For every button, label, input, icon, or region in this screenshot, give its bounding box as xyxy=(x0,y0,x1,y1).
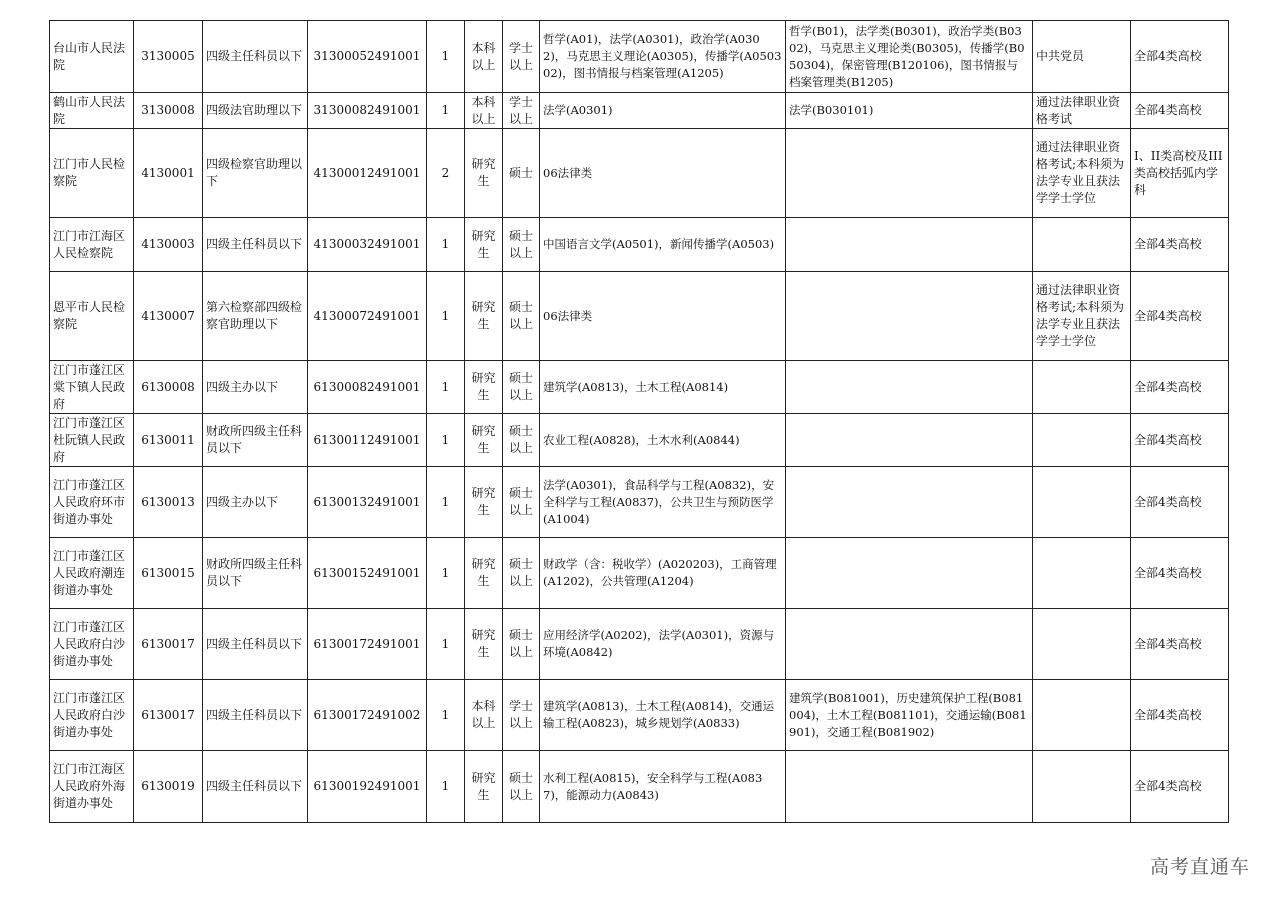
position-code-cell: 31300082491001 xyxy=(308,93,427,129)
position-code-cell: 41300012491001 xyxy=(308,129,427,218)
graduate-major-cell: 建筑学(A0813)，土木工程(A0814) xyxy=(540,361,786,414)
hire-count-cell: 1 xyxy=(427,609,465,680)
job-table xyxy=(49,20,1229,823)
education-cell: 研究生 xyxy=(465,751,503,823)
table-row xyxy=(50,272,1229,361)
hire-count-cell: 2 xyxy=(427,129,465,218)
education-cell: 研究生 xyxy=(465,129,503,218)
hire-count-cell: 1 xyxy=(427,361,465,414)
hire-count-cell: 1 xyxy=(427,751,465,823)
school-category-cell: 全部4类高校 xyxy=(1131,680,1229,751)
education-cell: 研究生 xyxy=(465,467,503,538)
education-cell: 研究生 xyxy=(465,414,503,467)
position-code-cell: 61300112491001 xyxy=(308,414,427,467)
degree-cell: 学士以上 xyxy=(503,21,540,93)
position-name-cell: 四级主任科员以下 xyxy=(203,751,308,823)
dept-code-cell: 6130008 xyxy=(134,361,203,414)
table-row xyxy=(50,680,1229,751)
school-category-cell: 全部4类高校 xyxy=(1131,272,1229,361)
unit-name-cell: 江门市蓬江区人民政府环市街道办事处 xyxy=(50,467,134,538)
education-cell: 研究生 xyxy=(465,609,503,680)
position-name-cell: 第六检察部四级检察官助理以下 xyxy=(203,272,308,361)
dept-code-cell: 4130001 xyxy=(134,129,203,218)
watermark-text: 高考直通车 xyxy=(1149,856,1250,878)
undergraduate-major-cell: 法学(B030101) xyxy=(786,93,1033,129)
school-category-cell: 全部4类高校 xyxy=(1131,93,1229,129)
table-row xyxy=(50,414,1229,467)
undergraduate-major-cell xyxy=(786,609,1033,680)
unit-name-cell: 江门市蓬江区棠下镇人民政府 xyxy=(50,361,134,414)
education-cell: 研究生 xyxy=(465,218,503,272)
degree-cell: 硕士以上 xyxy=(503,609,540,680)
graduate-major-cell: 建筑学(A0813)，土木工程(A0814)，交通运输工程(A0823)，城乡规划学(A0833) xyxy=(540,680,786,751)
table-row xyxy=(50,21,1229,93)
graduate-major-cell: 中国语言文学(A0501)，新闻传播学(A0503) xyxy=(540,218,786,272)
position-code-cell: 61300172491002 xyxy=(308,680,427,751)
degree-cell: 硕士以上 xyxy=(503,218,540,272)
other-requirement-cell xyxy=(1033,538,1131,609)
undergraduate-major-cell xyxy=(786,361,1033,414)
position-name-cell: 四级主任科员以下 xyxy=(203,21,308,93)
graduate-major-cell: 法学(A0301)，食品科学与工程(A0832)，安全科学与工程(A0837)，公共卫生与预防医学(A1004) xyxy=(540,467,786,538)
education-cell: 本科以上 xyxy=(465,680,503,751)
hire-count-cell: 1 xyxy=(427,272,465,361)
undergraduate-major-cell: 哲学(B01)，法学类(B0301)，政治学类(B0302)，马克思主义理论类(B0305)，传播学(B050304)，保密管理(B120106)，图书情报与档案管理类(B1205) xyxy=(786,21,1033,93)
table-row xyxy=(50,361,1229,414)
other-requirement-cell: 通过法律职业资格考试;本科须为法学专业且获法学学士学位 xyxy=(1033,272,1131,361)
dept-code-cell: 3130005 xyxy=(134,21,203,93)
position-name-cell: 四级主任科员以下 xyxy=(203,218,308,272)
position-name-cell: 四级检察官助理以下 xyxy=(203,129,308,218)
position-code-cell: 61300152491001 xyxy=(308,538,427,609)
undergraduate-major-cell: 建筑学(B081001)，历史建筑保护工程(B081004)，土木工程(B081101)，交通运输(B081901)，交通工程(B081902) xyxy=(786,680,1033,751)
school-category-cell: 全部4类高校 xyxy=(1131,21,1229,93)
degree-cell: 硕士以上 xyxy=(503,361,540,414)
hire-count-cell: 1 xyxy=(427,467,465,538)
degree-cell: 硕士以上 xyxy=(503,272,540,361)
undergraduate-major-cell xyxy=(786,538,1033,609)
school-category-cell: 全部4类高校 xyxy=(1131,467,1229,538)
school-category-cell: 全部4类高校 xyxy=(1131,609,1229,680)
other-requirement-cell xyxy=(1033,467,1131,538)
dept-code-cell: 4130007 xyxy=(134,272,203,361)
position-code-cell: 41300032491001 xyxy=(308,218,427,272)
undergraduate-major-cell xyxy=(786,414,1033,467)
dept-code-cell: 6130013 xyxy=(134,467,203,538)
graduate-major-cell: 哲学(A01)，法学(A0301)，政治学(A0302)，马克思主义理论(A0305)，传播学(A050302)，图书情报与档案管理(A1205) xyxy=(540,21,786,93)
position-name-cell: 四级法官助理以下 xyxy=(203,93,308,129)
dept-code-cell: 6130017 xyxy=(134,609,203,680)
school-category-cell: 全部4类高校 xyxy=(1131,538,1229,609)
dept-code-cell: 6130015 xyxy=(134,538,203,609)
dept-code-cell: 6130011 xyxy=(134,414,203,467)
unit-name-cell: 江门市蓬江区人民政府白沙街道办事处 xyxy=(50,680,134,751)
position-code-cell: 61300172491001 xyxy=(308,609,427,680)
dept-code-cell: 3130008 xyxy=(134,93,203,129)
position-name-cell: 四级主任科员以下 xyxy=(203,680,308,751)
degree-cell: 学士以上 xyxy=(503,93,540,129)
dept-code-cell: 4130003 xyxy=(134,218,203,272)
hire-count-cell: 1 xyxy=(427,680,465,751)
unit-name-cell: 江门市蓬江区人民政府白沙街道办事处 xyxy=(50,609,134,680)
other-requirement-cell: 中共党员 xyxy=(1033,21,1131,93)
graduate-major-cell: 水利工程(A0815)，安全科学与工程(A0837)，能源动力(A0843) xyxy=(540,751,786,823)
school-category-cell: 全部4类高校 xyxy=(1131,414,1229,467)
unit-name-cell: 台山市人民法院 xyxy=(50,21,134,93)
unit-name-cell: 江门市蓬江区人民政府潮连街道办事处 xyxy=(50,538,134,609)
hire-count-cell: 1 xyxy=(427,218,465,272)
table-row xyxy=(50,218,1229,272)
position-name-cell: 四级主办以下 xyxy=(203,361,308,414)
graduate-major-cell: 农业工程(A0828)，土木水利(A0844) xyxy=(540,414,786,467)
graduate-major-cell: 财政学（含：税收学）(A020203)，工商管理(A1202)，公共管理(A1204) xyxy=(540,538,786,609)
degree-cell: 硕士以上 xyxy=(503,414,540,467)
undergraduate-major-cell xyxy=(786,751,1033,823)
undergraduate-major-cell xyxy=(786,129,1033,218)
hire-count-cell: 1 xyxy=(427,538,465,609)
school-category-cell: 全部4类高校 xyxy=(1131,751,1229,823)
table-body xyxy=(50,21,1229,823)
other-requirement-cell xyxy=(1033,414,1131,467)
unit-name-cell: 江门市江海区人民政府外海街道办事处 xyxy=(50,751,134,823)
position-code-cell: 61300192491001 xyxy=(308,751,427,823)
hire-count-cell: 1 xyxy=(427,93,465,129)
position-name-cell: 财政所四级主任科员以下 xyxy=(203,538,308,609)
other-requirement-cell xyxy=(1033,751,1131,823)
degree-cell: 硕士以上 xyxy=(503,538,540,609)
position-code-cell: 31300052491001 xyxy=(308,21,427,93)
school-category-cell: 全部4类高校 xyxy=(1131,218,1229,272)
unit-name-cell: 江门市江海区人民检察院 xyxy=(50,218,134,272)
table-row xyxy=(50,751,1229,823)
graduate-major-cell: 06法律类 xyxy=(540,272,786,361)
degree-cell: 硕士以上 xyxy=(503,751,540,823)
graduate-major-cell: 应用经济学(A0202)，法学(A0301)，资源与环境(A0842) xyxy=(540,609,786,680)
degree-cell: 硕士以上 xyxy=(503,467,540,538)
position-code-cell: 61300082491001 xyxy=(308,361,427,414)
position-code-cell: 61300132491001 xyxy=(308,467,427,538)
other-requirement-cell xyxy=(1033,680,1131,751)
school-category-cell: I、II类高校及III类高校括弧内学科 xyxy=(1131,129,1229,218)
position-name-cell: 财政所四级主任科员以下 xyxy=(203,414,308,467)
table-row xyxy=(50,93,1229,129)
undergraduate-major-cell xyxy=(786,272,1033,361)
hire-count-cell: 1 xyxy=(427,414,465,467)
unit-name-cell: 江门市蓬江区杜阮镇人民政府 xyxy=(50,414,134,467)
undergraduate-major-cell xyxy=(786,218,1033,272)
dept-code-cell: 6130017 xyxy=(134,680,203,751)
graduate-major-cell: 06法律类 xyxy=(540,129,786,218)
table-row xyxy=(50,129,1229,218)
undergraduate-major-cell xyxy=(786,467,1033,538)
other-requirement-cell xyxy=(1033,361,1131,414)
unit-name-cell: 江门市人民检察院 xyxy=(50,129,134,218)
table-row xyxy=(50,467,1229,538)
education-cell: 本科以上 xyxy=(465,21,503,93)
position-code-cell: 41300072491001 xyxy=(308,272,427,361)
position-name-cell: 四级主任科员以下 xyxy=(203,609,308,680)
education-cell: 本科以上 xyxy=(465,93,503,129)
hire-count-cell: 1 xyxy=(427,21,465,93)
other-requirement-cell xyxy=(1033,609,1131,680)
degree-cell: 学士以上 xyxy=(503,680,540,751)
unit-name-cell: 鹤山市人民法院 xyxy=(50,93,134,129)
other-requirement-cell xyxy=(1033,218,1131,272)
other-requirement-cell: 通过法律职业资格考试;本科须为法学专业且获法学学士学位 xyxy=(1033,129,1131,218)
education-cell: 研究生 xyxy=(465,361,503,414)
dept-code-cell: 6130019 xyxy=(134,751,203,823)
graduate-major-cell: 法学(A0301) xyxy=(540,93,786,129)
other-requirement-cell: 通过法律职业资格考试 xyxy=(1033,93,1131,129)
position-name-cell: 四级主办以下 xyxy=(203,467,308,538)
table-row xyxy=(50,609,1229,680)
unit-name-cell: 恩平市人民检察院 xyxy=(50,272,134,361)
table-row xyxy=(50,538,1229,609)
education-cell: 研究生 xyxy=(465,272,503,361)
school-category-cell: 全部4类高校 xyxy=(1131,361,1229,414)
education-cell: 研究生 xyxy=(465,538,503,609)
degree-cell: 硕士 xyxy=(503,129,540,218)
